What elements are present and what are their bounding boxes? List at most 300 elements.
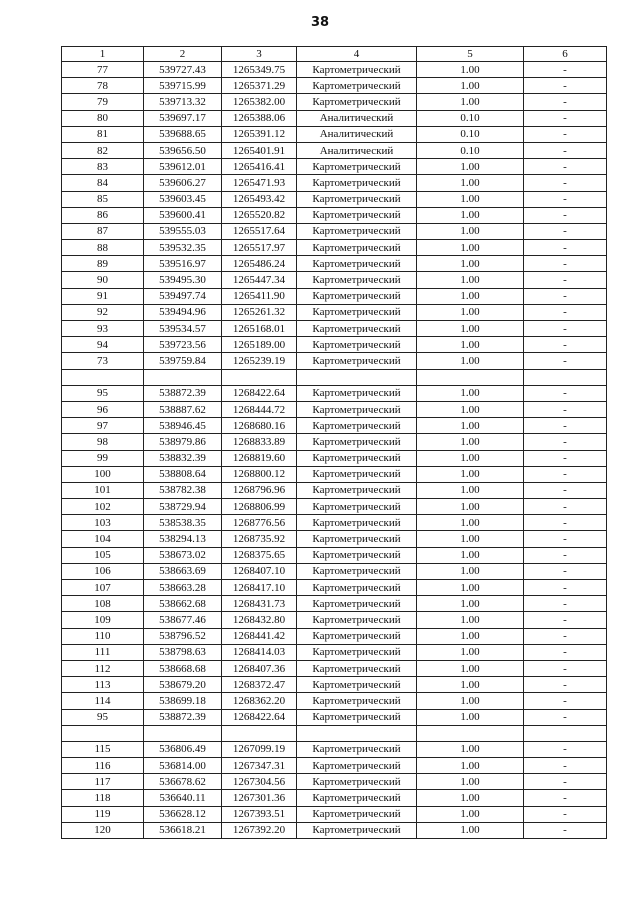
table-cell: 104	[62, 531, 144, 547]
table-row	[62, 660, 607, 676]
table-cell: 1265471.93	[222, 175, 297, 191]
table-cell: Картометрический	[297, 418, 417, 434]
table-cell: 1.00	[417, 660, 524, 676]
table-cell: 1267392.20	[222, 822, 297, 838]
table-cell	[222, 725, 297, 741]
table-cell: 1265261.32	[222, 304, 297, 320]
table-cell: 99	[62, 450, 144, 466]
column-header: 5	[417, 47, 524, 62]
table-cell: Картометрический	[297, 434, 417, 450]
table-row	[62, 563, 607, 579]
table-cell: Картометрический	[297, 223, 417, 239]
table-row	[62, 191, 607, 207]
table-cell: Картометрический	[297, 612, 417, 628]
table-cell: 1.00	[417, 677, 524, 693]
table-cell: 95	[62, 385, 144, 401]
table-cell: 538796.52	[144, 628, 222, 644]
table-cell: 538668.68	[144, 660, 222, 676]
table-row	[62, 596, 607, 612]
table-row	[62, 499, 607, 515]
table-row	[62, 288, 607, 304]
table-cell: 539532.35	[144, 240, 222, 256]
table-cell: 1.00	[417, 256, 524, 272]
table-row	[62, 725, 607, 741]
table-cell: -	[524, 401, 607, 417]
table-cell: 1.00	[417, 531, 524, 547]
table-cell: 538663.28	[144, 580, 222, 596]
table-cell: 1.00	[417, 563, 524, 579]
table-cell: 113	[62, 677, 144, 693]
table-row	[62, 62, 607, 78]
table-cell: -	[524, 142, 607, 158]
table-row	[62, 644, 607, 660]
table-row	[62, 78, 607, 94]
table-cell: 1.00	[417, 191, 524, 207]
table-cell	[222, 369, 297, 385]
table-cell: 83	[62, 159, 144, 175]
table-cell: 538782.38	[144, 482, 222, 498]
table-cell: 1.00	[417, 78, 524, 94]
table-row	[62, 547, 607, 563]
table-cell: 1268432.80	[222, 612, 297, 628]
table-cell: Картометрический	[297, 240, 417, 256]
table-cell: 536640.11	[144, 790, 222, 806]
table-cell: Картометрический	[297, 806, 417, 822]
table-cell: 1265391.12	[222, 126, 297, 142]
table-cell: 112	[62, 660, 144, 676]
table-cell: 1.00	[417, 240, 524, 256]
table-row	[62, 434, 607, 450]
table-cell: -	[524, 806, 607, 822]
table-header-row	[62, 47, 607, 62]
table-cell: -	[524, 563, 607, 579]
table-cell: -	[524, 207, 607, 223]
column-header: 3	[222, 47, 297, 62]
table-row	[62, 450, 607, 466]
table-cell: 1267304.56	[222, 774, 297, 790]
table-cell: 536814.00	[144, 758, 222, 774]
table-cell	[144, 369, 222, 385]
table-cell: 119	[62, 806, 144, 822]
table-cell: 536678.62	[144, 774, 222, 790]
table-cell: Картометрический	[297, 596, 417, 612]
table-cell: 91	[62, 288, 144, 304]
table-cell: 539656.50	[144, 142, 222, 158]
table-cell: 85	[62, 191, 144, 207]
table-cell: -	[524, 418, 607, 434]
table-cell: 1268362.20	[222, 693, 297, 709]
table-cell: Картометрический	[297, 644, 417, 660]
table-cell: 1265349.75	[222, 62, 297, 78]
table-cell: -	[524, 644, 607, 660]
table-cell: 1265382.00	[222, 94, 297, 110]
table-cell: 1.00	[417, 321, 524, 337]
table-cell: Картометрический	[297, 256, 417, 272]
table-row	[62, 482, 607, 498]
table-cell: -	[524, 62, 607, 78]
table-cell: -	[524, 660, 607, 676]
table-cell: 1265371.29	[222, 78, 297, 94]
table-cell: -	[524, 515, 607, 531]
table-cell: 1267347.31	[222, 758, 297, 774]
table-cell: 1.00	[417, 741, 524, 757]
table-cell: 1.00	[417, 94, 524, 110]
table-cell: 538729.94	[144, 499, 222, 515]
table-cell: -	[524, 126, 607, 142]
table-cell: 94	[62, 337, 144, 353]
table-cell: 1.00	[417, 547, 524, 563]
table-cell	[144, 725, 222, 741]
table-cell: 1.00	[417, 175, 524, 191]
table-cell: Картометрический	[297, 741, 417, 757]
table-cell: Аналитический	[297, 142, 417, 158]
table-cell: 539494.96	[144, 304, 222, 320]
table-cell: 1.00	[417, 304, 524, 320]
table-cell: -	[524, 94, 607, 110]
table-cell: 538832.39	[144, 450, 222, 466]
table-cell: 1265411.90	[222, 288, 297, 304]
table-cell: 1.00	[417, 612, 524, 628]
table-cell: 108	[62, 596, 144, 612]
table-cell: -	[524, 547, 607, 563]
table-cell: -	[524, 580, 607, 596]
table-row	[62, 418, 607, 434]
table-cell: -	[524, 353, 607, 369]
table-row	[62, 401, 607, 417]
table-cell: 1.00	[417, 774, 524, 790]
table-cell: 78	[62, 78, 144, 94]
table-cell: 1.00	[417, 693, 524, 709]
table-row	[62, 806, 607, 822]
table-cell: Картометрический	[297, 191, 417, 207]
table-cell: -	[524, 709, 607, 725]
table-cell: 539612.01	[144, 159, 222, 175]
table-cell: Картометрический	[297, 531, 417, 547]
table-cell: 106	[62, 563, 144, 579]
table-cell	[297, 725, 417, 741]
table-cell: -	[524, 191, 607, 207]
table-cell: 102	[62, 499, 144, 515]
table-row	[62, 628, 607, 644]
table-cell: 1268422.64	[222, 709, 297, 725]
table-cell: -	[524, 223, 607, 239]
table-cell: 538887.62	[144, 401, 222, 417]
table-row	[62, 790, 607, 806]
table-cell: 1.00	[417, 790, 524, 806]
table-cell	[297, 369, 417, 385]
table-cell: 89	[62, 256, 144, 272]
table-cell: 1265189.00	[222, 337, 297, 353]
table-cell: 1268833.89	[222, 434, 297, 450]
table-cell: 73	[62, 353, 144, 369]
table-cell: 538872.39	[144, 709, 222, 725]
table-cell: 0.10	[417, 126, 524, 142]
table-cell: -	[524, 677, 607, 693]
table-cell: 82	[62, 142, 144, 158]
table-cell: 539713.32	[144, 94, 222, 110]
table-cell: 539497.74	[144, 288, 222, 304]
table-cell: Картометрический	[297, 677, 417, 693]
table-cell: 538946.45	[144, 418, 222, 434]
table-cell: 1.00	[417, 337, 524, 353]
table-row	[62, 531, 607, 547]
table-cell: Картометрический	[297, 159, 417, 175]
table-cell: Картометрический	[297, 515, 417, 531]
table-cell: -	[524, 175, 607, 191]
table-cell: 1265517.64	[222, 223, 297, 239]
table-cell: Картометрический	[297, 62, 417, 78]
table-cell: 1265447.34	[222, 272, 297, 288]
table-cell: 1268375.65	[222, 547, 297, 563]
table-row	[62, 256, 607, 272]
table-cell: 114	[62, 693, 144, 709]
table-cell: 1268680.16	[222, 418, 297, 434]
table-cell: 1267301.36	[222, 790, 297, 806]
table-cell: 96	[62, 401, 144, 417]
table-cell: 538872.39	[144, 385, 222, 401]
table-cell: Картометрический	[297, 94, 417, 110]
table-cell: 1268431.73	[222, 596, 297, 612]
table-cell: 1.00	[417, 223, 524, 239]
table-cell: -	[524, 774, 607, 790]
table-cell: -	[524, 531, 607, 547]
table-cell: 1268735.92	[222, 531, 297, 547]
table-cell: -	[524, 693, 607, 709]
table-cell: 1268796.96	[222, 482, 297, 498]
table-cell: Картометрический	[297, 790, 417, 806]
table-cell: 1265493.42	[222, 191, 297, 207]
table-cell: Картометрический	[297, 563, 417, 579]
table-cell: 87	[62, 223, 144, 239]
table-cell: 92	[62, 304, 144, 320]
table-cell: 1.00	[417, 418, 524, 434]
table-cell: -	[524, 758, 607, 774]
table-cell: 1.00	[417, 272, 524, 288]
table-cell: Картометрический	[297, 693, 417, 709]
table-row	[62, 175, 607, 191]
table-cell: Картометрический	[297, 207, 417, 223]
table-cell: 1.00	[417, 482, 524, 498]
table-cell: 1.00	[417, 806, 524, 822]
table-cell: 77	[62, 62, 144, 78]
table-row	[62, 369, 607, 385]
table-cell: Картометрический	[297, 774, 417, 790]
table-cell: Картометрический	[297, 385, 417, 401]
table-cell: 97	[62, 418, 144, 434]
table-cell: 86	[62, 207, 144, 223]
table-row	[62, 223, 607, 239]
table-cell: Картометрический	[297, 304, 417, 320]
table-cell: 538294.13	[144, 531, 222, 547]
table-cell: 1268414.03	[222, 644, 297, 660]
table-cell: 538673.02	[144, 547, 222, 563]
table-cell: -	[524, 499, 607, 515]
table-cell: 1268819.60	[222, 450, 297, 466]
table-cell: -	[524, 822, 607, 838]
table-row	[62, 709, 607, 725]
table-cell: -	[524, 272, 607, 288]
table-cell: 539697.17	[144, 110, 222, 126]
table-cell: 1265239.19	[222, 353, 297, 369]
table-row	[62, 693, 607, 709]
table-cell: 95	[62, 709, 144, 725]
table-cell: 1268417.10	[222, 580, 297, 596]
table-cell: 539516.97	[144, 256, 222, 272]
table-cell: 539534.57	[144, 321, 222, 337]
table-cell: 116	[62, 758, 144, 774]
table-cell: 84	[62, 175, 144, 191]
table-cell: 1.00	[417, 434, 524, 450]
table-cell: -	[524, 78, 607, 94]
table-row	[62, 272, 607, 288]
table-row	[62, 110, 607, 126]
table-cell: 539759.84	[144, 353, 222, 369]
table-cell: 1268441.42	[222, 628, 297, 644]
table-cell: 80	[62, 110, 144, 126]
table-cell: Картометрический	[297, 321, 417, 337]
table-cell: 79	[62, 94, 144, 110]
table-row	[62, 321, 607, 337]
table-cell: 1.00	[417, 822, 524, 838]
table-cell: 1.00	[417, 62, 524, 78]
table-cell: Картометрический	[297, 78, 417, 94]
table-cell: 105	[62, 547, 144, 563]
table-cell: 538808.64	[144, 466, 222, 482]
table-row	[62, 580, 607, 596]
table-cell: 1265388.06	[222, 110, 297, 126]
table-cell: -	[524, 790, 607, 806]
table-cell	[62, 725, 144, 741]
table-row	[62, 677, 607, 693]
table-cell: Картометрический	[297, 758, 417, 774]
table-cell	[417, 369, 524, 385]
table-cell: 1.00	[417, 353, 524, 369]
column-header: 1	[62, 47, 144, 62]
table-cell: 1265401.91	[222, 142, 297, 158]
table-cell: Картометрический	[297, 482, 417, 498]
column-header: 2	[144, 47, 222, 62]
table-cell: Картометрический	[297, 660, 417, 676]
table-cell: -	[524, 385, 607, 401]
table-cell: -	[524, 628, 607, 644]
table-cell: -	[524, 612, 607, 628]
column-header: 6	[524, 47, 607, 62]
table-cell: 1268422.64	[222, 385, 297, 401]
table-cell: 1.00	[417, 288, 524, 304]
table-cell: -	[524, 337, 607, 353]
table-cell: Картометрический	[297, 353, 417, 369]
table-cell: 539495.30	[144, 272, 222, 288]
table-cell: 1268407.36	[222, 660, 297, 676]
coordinates-table	[61, 46, 607, 839]
table-cell: 539606.27	[144, 175, 222, 191]
table-cell: 115	[62, 741, 144, 757]
table-cell: 1.00	[417, 515, 524, 531]
table-row	[62, 385, 607, 401]
table-cell: 536618.21	[144, 822, 222, 838]
table-cell: 1.00	[417, 644, 524, 660]
column-header: 4	[297, 47, 417, 62]
table-cell	[524, 369, 607, 385]
table-cell: 539555.03	[144, 223, 222, 239]
table-cell: 93	[62, 321, 144, 337]
table-row	[62, 515, 607, 531]
table-cell	[417, 725, 524, 741]
table-cell: -	[524, 466, 607, 482]
table-cell: 110	[62, 628, 144, 644]
table-cell: 1267099.19	[222, 741, 297, 757]
table-cell: 1268800.12	[222, 466, 297, 482]
table-cell: 0.10	[417, 142, 524, 158]
table-cell: 538798.63	[144, 644, 222, 660]
table-row	[62, 741, 607, 757]
table-cell: 109	[62, 612, 144, 628]
table-cell: 538699.18	[144, 693, 222, 709]
table-row	[62, 240, 607, 256]
table-cell: 539723.56	[144, 337, 222, 353]
table-cell: 1.00	[417, 159, 524, 175]
table-cell: Аналитический	[297, 110, 417, 126]
table-cell: 1268806.99	[222, 499, 297, 515]
table-cell: 1268372.47	[222, 677, 297, 693]
table-cell: Картометрический	[297, 822, 417, 838]
table-cell: Картометрический	[297, 466, 417, 482]
table-cell: 1265486.24	[222, 256, 297, 272]
table-cell: -	[524, 304, 607, 320]
table-row	[62, 758, 607, 774]
table-row	[62, 774, 607, 790]
table-cell: 536806.49	[144, 741, 222, 757]
table-cell: 1.00	[417, 207, 524, 223]
table-cell: 539688.65	[144, 126, 222, 142]
table-cell: 538979.86	[144, 434, 222, 450]
table-cell: Картометрический	[297, 337, 417, 353]
table-cell: 1.00	[417, 450, 524, 466]
table-cell: 0.10	[417, 110, 524, 126]
table-cell: 1.00	[417, 596, 524, 612]
table-cell: 1268444.72	[222, 401, 297, 417]
table-cell: -	[524, 110, 607, 126]
table-cell: 1.00	[417, 628, 524, 644]
table-body	[62, 47, 607, 839]
table-cell: 1268776.56	[222, 515, 297, 531]
table-row	[62, 207, 607, 223]
table-cell: 538538.35	[144, 515, 222, 531]
table-cell: 107	[62, 580, 144, 596]
table-cell: 1265520.82	[222, 207, 297, 223]
table-cell: 111	[62, 644, 144, 660]
table-cell: 81	[62, 126, 144, 142]
table-cell: 117	[62, 774, 144, 790]
table-row	[62, 159, 607, 175]
table-cell: 101	[62, 482, 144, 498]
table-cell: -	[524, 450, 607, 466]
table-cell: -	[524, 596, 607, 612]
table-cell: 1.00	[417, 709, 524, 725]
table-cell: 90	[62, 272, 144, 288]
table-cell: Картометрический	[297, 450, 417, 466]
table-cell: Картометрический	[297, 709, 417, 725]
table-cell: 1265517.97	[222, 240, 297, 256]
table-cell: 539727.43	[144, 62, 222, 78]
table-cell: Аналитический	[297, 126, 417, 142]
table-cell: 1265416.41	[222, 159, 297, 175]
table-cell: 1.00	[417, 499, 524, 515]
table-cell: 1268407.10	[222, 563, 297, 579]
table-cell: -	[524, 434, 607, 450]
table-cell: -	[524, 240, 607, 256]
table-cell: 1.00	[417, 466, 524, 482]
